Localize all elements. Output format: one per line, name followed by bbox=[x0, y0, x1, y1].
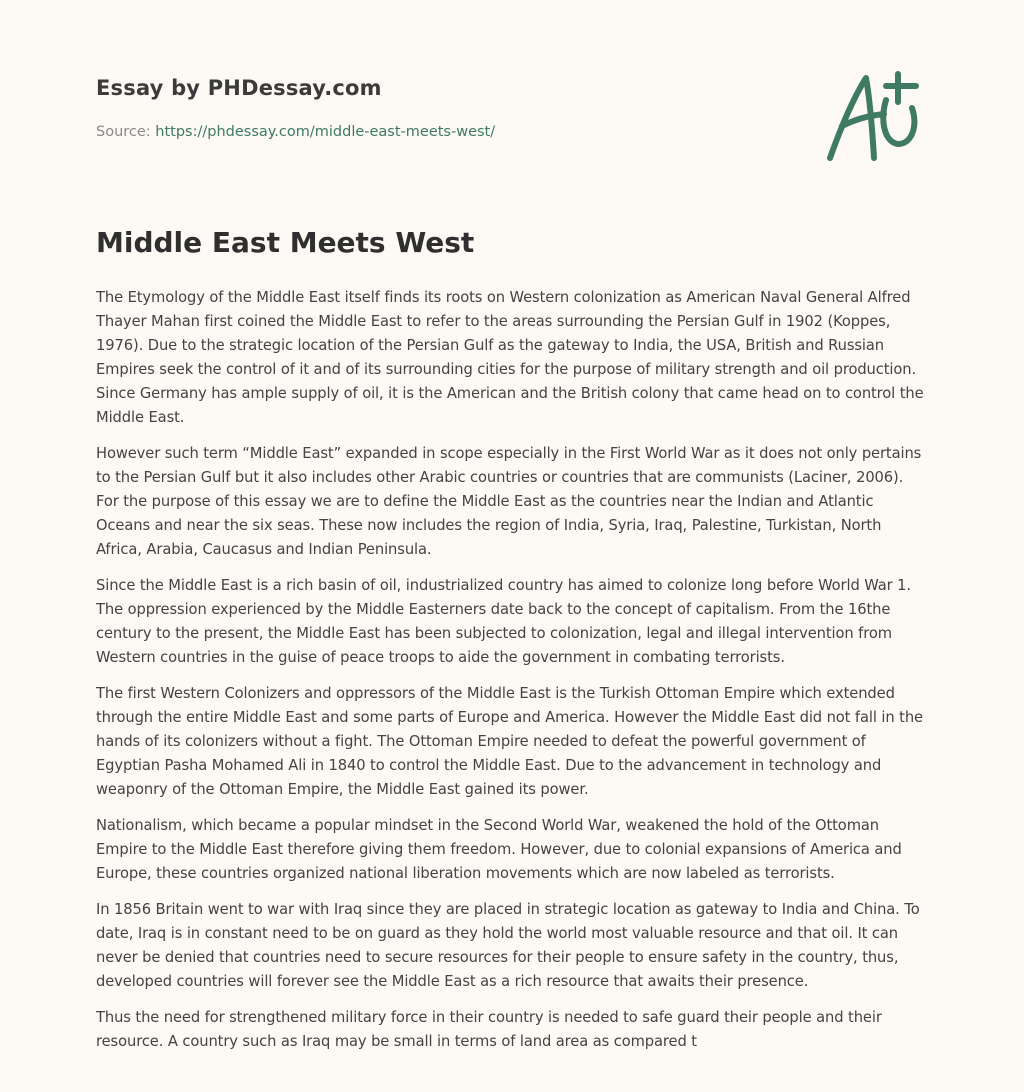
essay-title: Middle East Meets West bbox=[96, 226, 475, 259]
essay-paragraph: The Etymology of the Middle East itself finds its roots on Western colonization as American Naval General Alfred Thayer Mahan first coined the Middle East to refer to the areas surrounding the Persian Gulf in 1902 (Koppes, 1976). Due to the strategic location of the Persian Gulf as the gateway to India, the USA, British and Russian Empires seek the control of it and of its surrounding cities for the purpose of military strength and oil production. Since Germany has ample supply of oil, it is the American and the British colony that came head on to control the Middle East. bbox=[96, 289, 924, 426]
essay-paragraph: The first Western Colonizers and oppressors of the Middle East is the Turkish Ottoman Empire which extended through the entire Middle East and some parts of Europe and America. However the Middle East did not fall in the hands of its colonizers without a fight. The Ottoman Empire needed to defeat the powerful government of Egyptian Pasha Mohamed Ali in 1840 to control the Middle East. Due to the advancement in technology and weaponry of the Ottoman Empire, the Middle East gained its power. bbox=[96, 685, 923, 798]
essay-paragraph: However such term “Middle East” expanded in scope especially in the First World War as it does not only pertains to the Persian Gulf but it also includes other Arabic countries or countries that are communists (Laciner, 2006). For the purpose of this essay we are to define the Middle East as the countries near the Indian and Atlantic Oceans and near the six seas. These now includes the region of India, Syria, Iraq, Palestine, Turkistan, North Africa, Arabia, Caucasus and Indian Peninsula. bbox=[96, 445, 922, 558]
a-plus-logo-icon bbox=[826, 70, 926, 166]
essay-paragraph: Since the Middle East is a rich basin of oil, industrialized country has aimed to colonize long before World War 1. The oppression experienced by the Middle Easterners date back to the concept of capitalism. From the 16the century to the present, the Middle East has been subjected to colonization, legal and illegal intervention from Western countries in the guise of peace troops to aide the government in combating terrorists. bbox=[96, 577, 911, 666]
essay-paragraph: Thus the need for strengthened military force in their country is needed to safe guard their people and their resource. A country such as Iraq may be small in terms of land area as compared t bbox=[96, 1009, 882, 1050]
essay-paragraph: Nationalism, which became a popular mindset in the Second World War, weakened the hold of the Ottoman Empire to the Middle East therefore giving them freedom. However, due to colonial expansions of America and Europe, these countries organized national liberation movements which are now labeled as terrorists. bbox=[96, 817, 902, 882]
source-link[interactable]: https://phdessay.com/middle-east-meets-west/ bbox=[155, 124, 496, 140]
essay-paragraph: In 1856 Britain went to war with Iraq since they are placed in strategic location as gateway to India and China. To date, Iraq is in constant need to be on guard as they hold the world most valuable resource and that oil. It can never be denied that countries need to secure resources for their people to ensure safety in the country, thus, developed countries will forever see the Middle East as a rich resource that awaits their presence. bbox=[96, 901, 920, 990]
source-line bbox=[96, 124, 495, 140]
essay-body bbox=[96, 286, 928, 1066]
source-label: Source: bbox=[96, 124, 151, 140]
site-brand: Essay by PHDessay.com bbox=[96, 76, 382, 100]
